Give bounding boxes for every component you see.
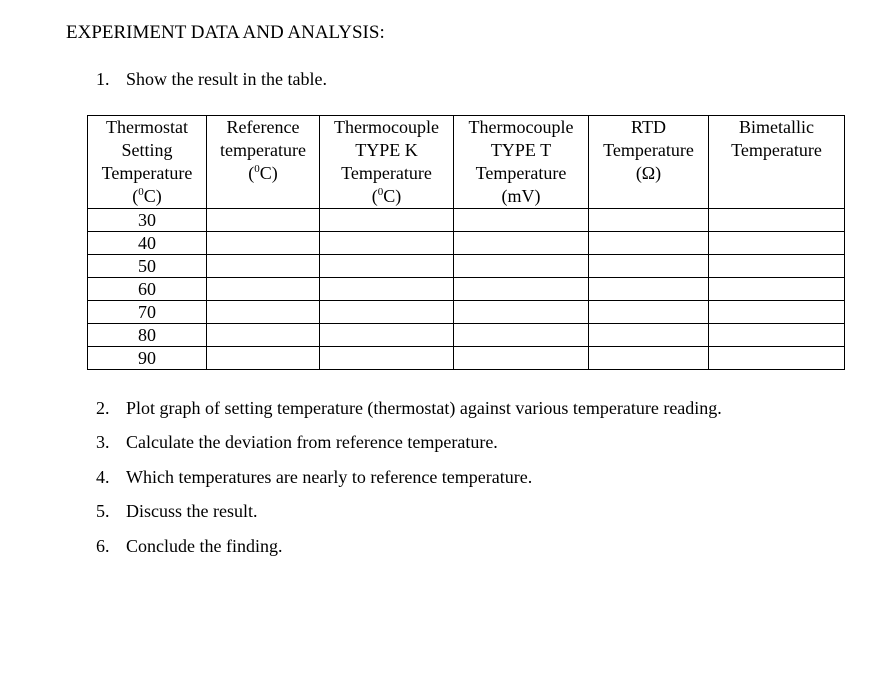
list-item-4 bbox=[96, 467, 532, 488]
empty-cell bbox=[709, 232, 845, 255]
empty-cell bbox=[589, 278, 709, 301]
list-item-1 bbox=[96, 69, 327, 90]
header-bimetallic-temperature: Bimetallic Temperature bbox=[709, 116, 845, 209]
list-item-number: 5. bbox=[96, 501, 110, 521]
table-row bbox=[88, 278, 845, 301]
setting-cell: 40 bbox=[88, 232, 207, 255]
setting-cell: 80 bbox=[88, 324, 207, 347]
setting-cell: 70 bbox=[88, 301, 207, 324]
empty-cell bbox=[589, 324, 709, 347]
header-rtd-temperature: RTD Temperature (Ω) bbox=[589, 116, 709, 209]
table-row bbox=[88, 232, 845, 255]
setting-cell: 90 bbox=[88, 347, 207, 370]
header-thermostat-setting-temperature: Thermostat Setting Temperature ($^0$C) bbox=[88, 116, 207, 209]
empty-cell bbox=[454, 347, 589, 370]
list-item-text: Conclude the finding. bbox=[126, 536, 283, 556]
empty-cell bbox=[207, 278, 320, 301]
header-thermocouple-type-k: Thermocouple TYPE K Temperature ($^0$C) bbox=[320, 116, 454, 209]
list-item-number: 2. bbox=[96, 398, 110, 418]
empty-cell bbox=[320, 255, 454, 278]
empty-cell bbox=[320, 301, 454, 324]
table-row bbox=[88, 301, 845, 324]
empty-cell bbox=[589, 301, 709, 324]
empty-cell bbox=[454, 278, 589, 301]
empty-cell bbox=[589, 255, 709, 278]
table-row bbox=[88, 255, 845, 278]
empty-cell bbox=[207, 255, 320, 278]
empty-cell bbox=[207, 232, 320, 255]
setting-cell: 60 bbox=[88, 278, 207, 301]
empty-cell bbox=[589, 209, 709, 232]
list-item-text: Which temperatures are nearly to reference temperature. bbox=[126, 467, 533, 487]
table-row bbox=[88, 324, 845, 347]
header-reference-temperature: Reference temperature ($^0$C) bbox=[207, 116, 320, 209]
table-row bbox=[88, 347, 845, 370]
empty-cell bbox=[709, 301, 845, 324]
empty-cell bbox=[454, 232, 589, 255]
empty-cell bbox=[589, 347, 709, 370]
list-item-3 bbox=[96, 432, 498, 453]
empty-cell bbox=[207, 209, 320, 232]
list-item-text: Calculate the deviation from reference temperature. bbox=[126, 432, 498, 452]
empty-cell bbox=[207, 301, 320, 324]
empty-cell bbox=[320, 324, 454, 347]
table-header-row bbox=[88, 116, 845, 209]
list-item-number: 6. bbox=[96, 536, 110, 556]
list-item-number: 4. bbox=[96, 467, 110, 487]
empty-cell bbox=[709, 347, 845, 370]
list-item-text: Discuss the result. bbox=[126, 501, 258, 521]
list-item-text: Plot graph of setting temperature (thermostat) against various temperature reading. bbox=[126, 398, 722, 418]
empty-cell bbox=[207, 347, 320, 370]
empty-cell bbox=[709, 324, 845, 347]
empty-cell bbox=[454, 301, 589, 324]
setting-cell: 50 bbox=[88, 255, 207, 278]
empty-cell bbox=[454, 209, 589, 232]
header-thermocouple-type-t: Thermocouple TYPE T Temperature (mV) bbox=[454, 116, 589, 209]
empty-cell bbox=[454, 255, 589, 278]
empty-cell bbox=[320, 209, 454, 232]
list-item-6 bbox=[96, 536, 282, 557]
list-item-text: Show the result in the table. bbox=[126, 69, 327, 89]
table-row bbox=[88, 209, 845, 232]
empty-cell bbox=[589, 232, 709, 255]
empty-cell bbox=[454, 324, 589, 347]
empty-cell bbox=[709, 209, 845, 232]
empty-cell bbox=[320, 347, 454, 370]
list-item-2 bbox=[96, 398, 722, 419]
list-item-number: 1. bbox=[96, 69, 110, 89]
empty-cell bbox=[320, 232, 454, 255]
results-table bbox=[87, 115, 845, 370]
empty-cell bbox=[709, 278, 845, 301]
list-item-5 bbox=[96, 501, 257, 522]
setting-cell: 30 bbox=[88, 209, 207, 232]
list-item-number: 3. bbox=[96, 432, 110, 452]
section-title: EXPERIMENT DATA AND ANALYSIS: bbox=[66, 22, 385, 43]
empty-cell bbox=[709, 255, 845, 278]
empty-cell bbox=[320, 278, 454, 301]
empty-cell bbox=[207, 324, 320, 347]
